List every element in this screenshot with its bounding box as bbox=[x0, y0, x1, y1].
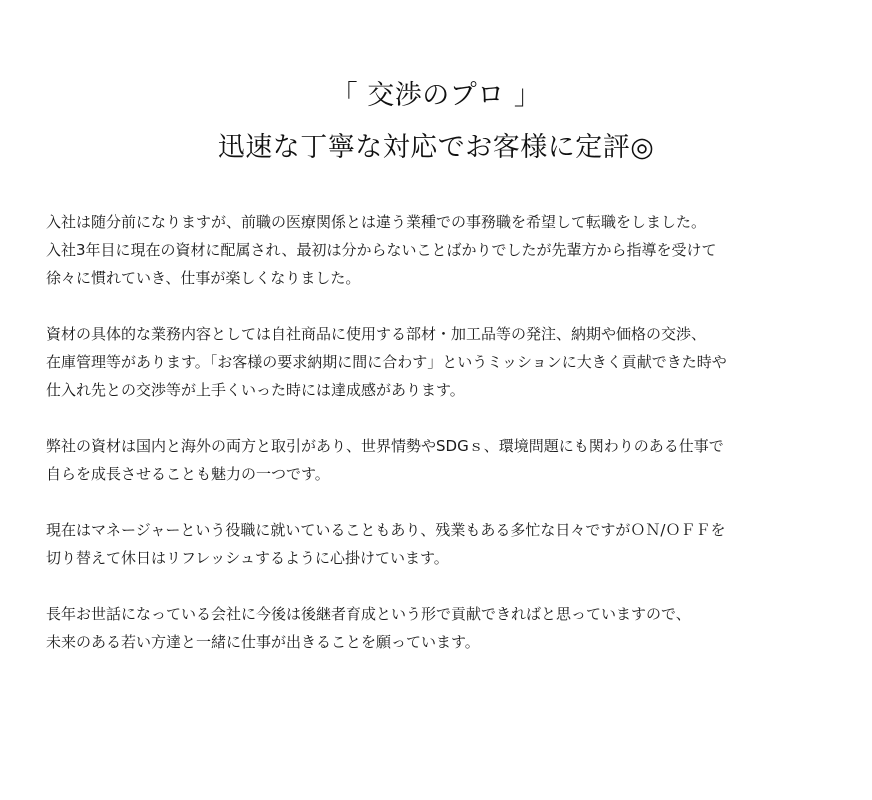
paragraph-line: 長年お世話になっている会社に今後は後継者育成という形で貢献できればと思っていますので、 bbox=[46, 605, 691, 623]
page-subtitle: 迅速な丁寧な対応でお客様に定評◎ bbox=[217, 132, 655, 163]
paragraph-future bbox=[46, 600, 846, 656]
paragraph-line: 未来のある若い方達と一緒に仕事が出きることを願っています。 bbox=[46, 633, 480, 651]
paragraph-line: 入社は随分前になりますが、前職の医療関係とは違う業種での事務職を希望して転職をしました。 bbox=[46, 213, 707, 231]
paragraph-appeal bbox=[46, 432, 846, 488]
body-text bbox=[46, 208, 846, 684]
paragraph-line: 入社3年目に現在の資材に配属され、最初は分からないことばかりでしたが先輩方から指導を受けて bbox=[46, 241, 717, 259]
paragraph-line: 現在はマネージャーという役職に就いていることもあり、残業もある多忙な日々ですがＯＮ/ＯＦＦを bbox=[46, 521, 726, 539]
page-title: 「 交渉のプロ 」 bbox=[330, 80, 542, 111]
paragraph-line: 仕入れ先との交渉等が上手くいった時には達成感があります。 bbox=[46, 381, 465, 399]
paragraph-line: 資材の具体的な業務内容としては自社商品に使用する部材・加工品等の発注、納期や価格の交渉、 bbox=[46, 325, 707, 343]
paragraph-line: 徐々に慣れていき、仕事が楽しくなりました。 bbox=[46, 269, 361, 287]
paragraph-duties bbox=[46, 320, 846, 404]
paragraph-line: 自らを成長させることも魅力の一つです。 bbox=[46, 465, 330, 483]
paragraph-career bbox=[46, 208, 846, 292]
paragraph-line: 切り替えて休日はリフレッシュするように心掛けています。 bbox=[46, 549, 449, 567]
paragraph-line: 在庫管理等があります。「お客様の要求納期に間に合わす」というミッションに大きく貢献できた時や bbox=[46, 353, 727, 371]
paragraph-worklife bbox=[46, 516, 846, 572]
paragraph-line: 弊社の資材は国内と海外の両方と取引があり、世界情勢やSDGｓ、環境問題にも関わりのある仕事で bbox=[46, 437, 724, 455]
